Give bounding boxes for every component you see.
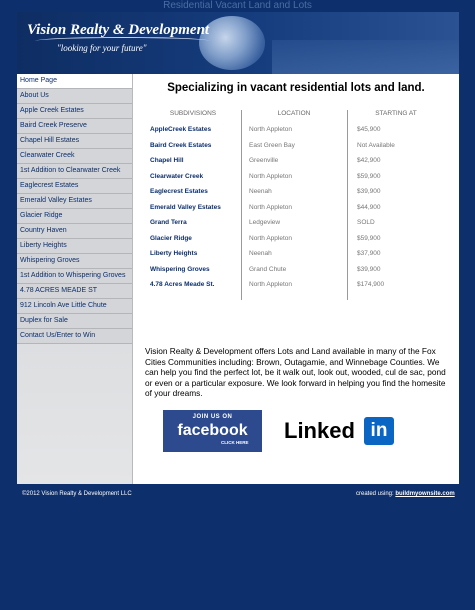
main-heading: Specializing in vacant residential lots and land. (167, 82, 425, 94)
logo-title[interactable]: Vision Realty & Development (27, 22, 210, 38)
subdivision-name: Emerald Valley Estates (150, 203, 221, 211)
nav-item-liberty-heights[interactable]: Liberty Heights (17, 239, 132, 254)
listings-table (145, 110, 445, 293)
subdivision-location: Neenah (249, 250, 272, 258)
footer-copyright: ©2012 Vision Realty & Development LLC (22, 491, 132, 497)
subdivision-location: North Appleton (249, 234, 293, 242)
table-row (145, 246, 445, 262)
table-row (145, 262, 445, 278)
nav-item-duplex-for-sale[interactable]: Duplex for Sale (17, 314, 132, 329)
subdivision-price: SOLD (357, 219, 375, 227)
table-row (145, 231, 445, 247)
subdivision-location: Grand Chute (249, 265, 287, 273)
subdivision-location: North Appleton (249, 281, 293, 289)
footer-credit (356, 491, 455, 497)
sidebar-nav (17, 74, 133, 484)
subdivision-name: Clearwater Creek (150, 172, 204, 180)
linkedin-button[interactable] (280, 412, 400, 450)
table-header (145, 110, 445, 122)
subdivision-name: Liberty Heights (150, 250, 198, 258)
subdivision-location: Neenah (249, 188, 272, 196)
city-skyline-image (272, 40, 459, 74)
subdivision-name: 4.78 Acres Meade St. (150, 281, 215, 289)
subdivision-location: North Appleton (249, 172, 293, 180)
table-row (145, 215, 445, 231)
subdivision-price: $45,900 (357, 126, 381, 134)
table-row (145, 200, 445, 216)
nav-item-emerald-valley-estates[interactable]: Emerald Valley Estates (17, 194, 132, 209)
subdivision-price: $37,900 (357, 250, 381, 258)
table-row (145, 184, 445, 200)
nav-item-country-haven[interactable]: Country Haven (17, 224, 132, 239)
main-content (133, 74, 459, 484)
intro-paragraph: Vision Realty & Development offers Lots and Land available in many of the Fox Cities Communities including: Brown, Outagamie, and Winnebage Counties. We can help you find the perfect lot, be it walk out, look out, wooded, cul de sac, pond or even or a particular exposure. We look forward in helping you find the homesite of your dreams. (145, 346, 446, 398)
subdivision-name: AppleCreek Estates (150, 126, 212, 134)
header-subdivisions: SUBDIVISIONS (169, 110, 217, 117)
table-row (145, 138, 445, 154)
subdivision-price: $44,900 (357, 203, 381, 211)
header-starting-at: STARTING AT (375, 110, 417, 117)
subdivision-location: North Appleton (249, 203, 293, 211)
nav-item-about-us[interactable]: About Us (17, 89, 132, 104)
nav-item-home-page[interactable]: Home Page (17, 74, 132, 89)
header-banner (17, 12, 459, 74)
linkedin-logo-text: Linked (284, 418, 355, 443)
subdivision-name: Grand Terra (150, 219, 187, 227)
nav-item-1st-addition-whispering-groves[interactable]: 1st Addition to Whispering Groves (17, 269, 132, 284)
nav-item-baird-creek-preserve[interactable]: Baird Creek Preserve (17, 119, 132, 134)
subdivision-price: $39,900 (357, 265, 381, 273)
nav-item-whispering-groves[interactable]: Whispering Groves (17, 254, 132, 269)
table-row (145, 153, 445, 169)
facebook-button[interactable] (163, 410, 262, 452)
subdivision-name: Baird Creek Estates (150, 141, 212, 149)
subdivision-price: $42,900 (357, 157, 381, 165)
subdivision-location: Greenville (249, 157, 279, 165)
facebook-click-label: CLICK HERE (221, 440, 249, 445)
footer-created-link[interactable]: buildmyownsite.com (395, 491, 455, 497)
nav-item-chapel-hill-estates[interactable]: Chapel Hill Estates (17, 134, 132, 149)
subdivision-name: Glacier Ridge (150, 234, 192, 242)
table-row (145, 122, 445, 138)
page-title: Residential Vacant Land and Lots (163, 0, 312, 11)
nav-item-apple-creek-estates[interactable]: Apple Creek Estates (17, 104, 132, 119)
nav-item-glacier-ridge[interactable]: Glacier Ridge (17, 209, 132, 224)
footer-created-label: created using: (356, 491, 396, 497)
linkedin-in-icon: in (364, 417, 394, 445)
subdivision-price: Not Available (357, 141, 395, 149)
table-row (145, 169, 445, 185)
facebook-join-label: JOIN US ON (192, 414, 233, 420)
nav-item-lincoln-ave-little-chute[interactable]: 912 Lincoln Ave Little Chute (17, 299, 132, 314)
subdivision-location: North Appleton (249, 126, 293, 134)
nav-item-eaglecrest-estates[interactable]: Eaglecrest Estates (17, 179, 132, 194)
nav-item-clearwater-creek[interactable]: Clearwater Creek (17, 149, 132, 164)
subdivision-name: Whispering Groves (150, 265, 210, 273)
subdivision-name: Chapel Hill (150, 157, 184, 165)
subdivision-price: $39,900 (357, 188, 381, 196)
subdivision-location: Ledgeview (249, 219, 281, 227)
nav-item-contact-us[interactable]: Contact Us/Enter to Win (17, 329, 132, 344)
table-row (145, 277, 445, 293)
subdivision-price: $59,900 (357, 172, 381, 180)
nav-item-1st-addition-clearwater-creek[interactable]: 1st Addition to Clearwater Creek (17, 164, 132, 179)
subdivision-location: East Green Bay (249, 141, 295, 149)
subdivision-name: Eaglecrest Estates (150, 188, 208, 196)
column-divider (241, 110, 242, 300)
subdivision-price: $59,900 (357, 234, 381, 242)
content-box (17, 74, 459, 484)
subdivision-price: $174,900 (357, 281, 385, 289)
header-location: LOCATION (277, 110, 311, 117)
column-divider (347, 110, 348, 300)
nav-item-meade-st-acres[interactable]: 4.78 ACRES MEADE ST (17, 284, 132, 299)
logo-tagline: "looking for your future" (57, 43, 147, 53)
facebook-logo-text: facebook (177, 422, 248, 439)
